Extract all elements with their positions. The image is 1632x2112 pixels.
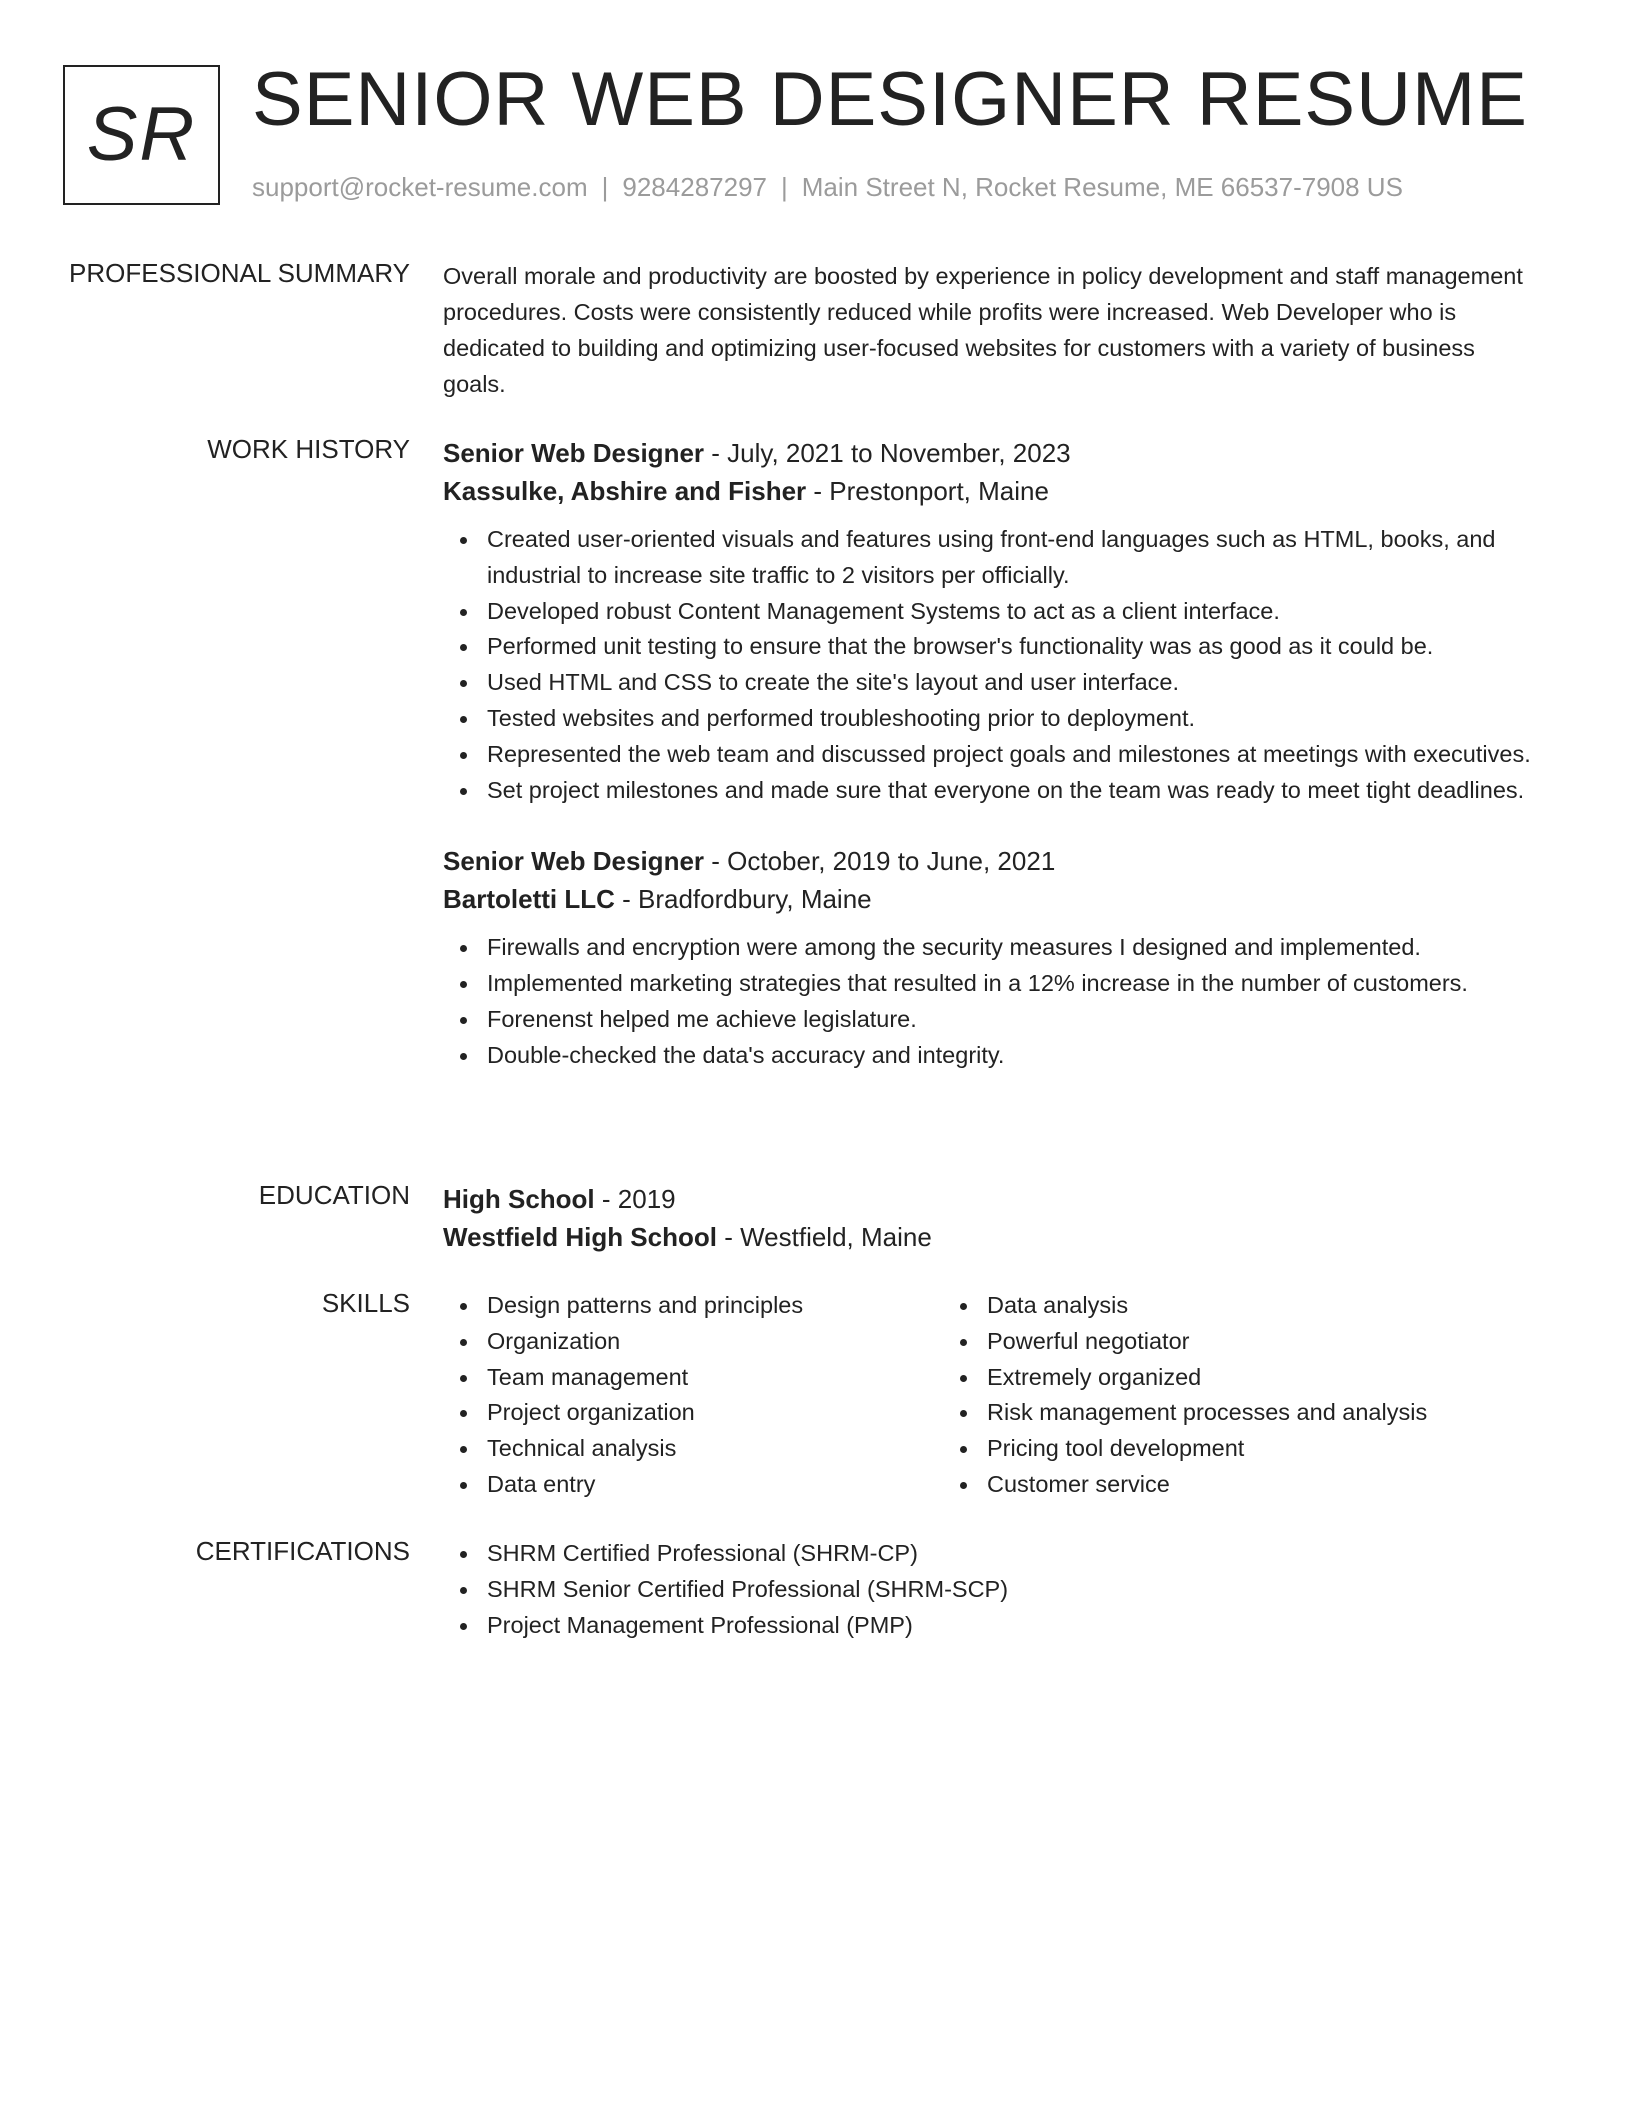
job-bullet-list (443, 522, 1543, 808)
skill-item: Team management (487, 1360, 943, 1396)
job-dates: - July, 2021 to November, 2023 (704, 438, 1071, 468)
certification-item: SHRM Senior Certified Professional (SHRM-SCP) (487, 1572, 1543, 1608)
education-year: - 2019 (594, 1184, 676, 1214)
education-school-line (443, 1218, 1543, 1256)
skill-item: Pricing tool development (987, 1431, 1543, 1467)
job-title-line (443, 842, 1543, 880)
resume-title: SENIOR WEB DESIGNER RESUME (252, 57, 1528, 142)
job-bullet: Performed unit testing to ensure that the browser's functionality was as good as it could be. (487, 629, 1543, 665)
certification-item: Project Management Professional (PMP) (487, 1608, 1543, 1644)
education-degree-line (443, 1180, 1543, 1218)
section-heading-certifications: CERTIFICATIONS (195, 1536, 410, 1566)
contact-phone[interactable]: 9284287297 (622, 172, 767, 202)
job-bullet: Developed robust Content Management Systems to act as a client interface. (487, 594, 1543, 630)
job-company-line (443, 472, 1543, 510)
skill-item: Project organization (487, 1395, 943, 1431)
job-bullet: Used HTML and CSS to create the site's layout and user interface. (487, 665, 1543, 701)
job-bullet-list (443, 930, 1543, 1073)
skill-item: Data entry (487, 1467, 943, 1503)
monogram-badge (63, 65, 220, 205)
contact-line (252, 172, 1403, 203)
job-bullet: Created user-oriented visuals and features using front-end languages such as HTML, books, and industrial to increase site traffic to 2 visitors per officially. (487, 522, 1543, 594)
certification-item: SHRM Certified Professional (SHRM-CP) (487, 1536, 1543, 1572)
job-entry (443, 842, 1543, 1073)
certifications-list (443, 1536, 1543, 1643)
skill-item: Organization (487, 1324, 943, 1360)
contact-email[interactable]: support@rocket-resume.com (252, 172, 588, 202)
job-bullet: Tested websites and performed troubleshooting prior to deployment. (487, 701, 1543, 737)
job-title: Senior Web Designer (443, 438, 705, 468)
job-company: Kassulke, Abshire and Fisher (443, 476, 807, 506)
job-company: Bartoletti LLC (443, 884, 615, 915)
contact-separator: | (781, 172, 788, 202)
skill-item: Data analysis (987, 1288, 1543, 1324)
skills-columns (443, 1288, 1543, 1503)
summary-text: Overall morale and productivity are boosted by experience in policy development and staff management procedures. Costs were consistently reduced while profits were increased. Web Developer who is dedicated to building and optimizing user-focused websites for customers with a variety of business goals. (443, 263, 1523, 397)
job-bullet: Firewalls and encryption were among the security measures I designed and implemented. (487, 930, 1543, 966)
skills-list-left (443, 1288, 943, 1503)
skill-item: Extremely organized (987, 1360, 1543, 1396)
education-school: Westfield High School (443, 1222, 717, 1252)
job-location: - Bradfordbury, Maine (614, 884, 872, 915)
skill-item: Powerful negotiator (987, 1324, 1543, 1360)
skill-item: Design patterns and principles (487, 1288, 943, 1324)
contact-address: Main Street N, Rocket Resume, ME 66537-7908 US (801, 172, 1403, 202)
job-location: - Prestonport, Maine (806, 476, 1049, 506)
job-dates: - October, 2019 to June, 2021 (704, 846, 1056, 877)
skill-item: Risk management processes and analysis (987, 1395, 1543, 1431)
skill-item: Customer service (987, 1467, 1543, 1503)
section-heading-work-history: WORK HISTORY (207, 434, 410, 464)
section-heading-education: EDUCATION (258, 1180, 410, 1210)
monogram-initials: SR (86, 92, 197, 177)
job-bullet: Set project milestones and made sure that everyone on the team was ready to meet tight deadlines. (487, 773, 1543, 809)
section-heading-skills: SKILLS (321, 1288, 410, 1318)
section-heading-summary: PROFESSIONAL SUMMARY (69, 258, 410, 288)
education-location: - Westfield, Maine (716, 1222, 932, 1252)
job-title: Senior Web Designer (443, 846, 705, 877)
job-bullet: Double-checked the data's accuracy and integrity. (487, 1038, 1543, 1074)
job-company-line (443, 880, 1543, 918)
job-bullet: Forenenst helped me achieve legislature. (487, 1002, 1543, 1038)
job-bullet: Represented the web team and discussed project goals and milestones at meetings with executives. (487, 737, 1543, 773)
job-title-line (443, 434, 1543, 472)
skill-item: Technical analysis (487, 1431, 943, 1467)
job-entry (443, 434, 1543, 808)
job-bullet: Implemented marketing strategies that resulted in a 12% increase in the number of customers. (487, 966, 1543, 1002)
contact-separator: | (601, 172, 609, 202)
education-degree: High School (443, 1184, 595, 1214)
skills-list-right (943, 1288, 1543, 1503)
